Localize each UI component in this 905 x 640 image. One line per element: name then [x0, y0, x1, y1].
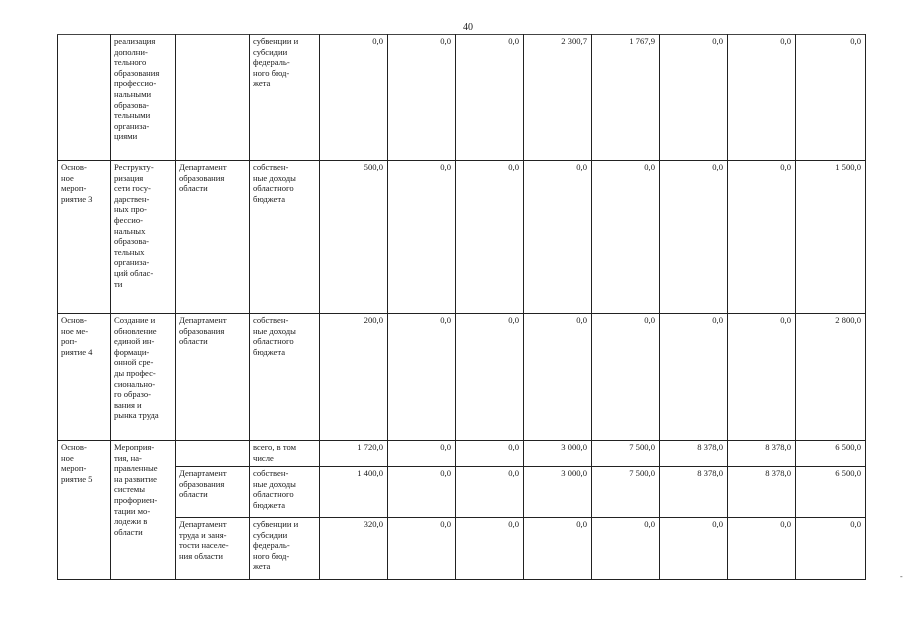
value-cell: 0,0 — [456, 441, 524, 467]
value-cell: 3 000,0 — [524, 467, 592, 518]
table-row — [58, 161, 866, 314]
value-cell: 1 400,0 — [320, 467, 388, 518]
value-cell: 2 300,7 — [524, 35, 592, 161]
table-row — [58, 35, 866, 161]
value-cell: 0,0 — [592, 518, 660, 580]
value-cell: 0,0 — [388, 441, 456, 467]
edge-mark: - — [900, 572, 903, 581]
table-row — [58, 441, 866, 467]
page-number: 40 — [463, 22, 473, 33]
value-cell: 500,0 — [320, 161, 388, 314]
value-cell: 0,0 — [660, 161, 728, 314]
value-cell: 0,0 — [456, 314, 524, 441]
executor-cell: Департамент образования области — [176, 161, 250, 314]
value-cell: 8 378,0 — [660, 441, 728, 467]
value-cell: 2 800,0 — [796, 314, 866, 441]
value-cell: 0,0 — [660, 314, 728, 441]
measure-cell: Основ- ное мероп- риятие 3 — [58, 161, 111, 314]
value-cell: 0,0 — [524, 314, 592, 441]
value-cell: 0,0 — [796, 35, 866, 161]
value-cell: 0,0 — [728, 161, 796, 314]
executor-cell: Департамент образования области — [176, 467, 250, 518]
executor-cell: Департамент труда и заня- тости населе- ния области — [176, 518, 250, 580]
value-cell: 0,0 — [592, 161, 660, 314]
measure-cell — [58, 35, 111, 161]
value-cell: 320,0 — [320, 518, 388, 580]
value-cell: 1 720,0 — [320, 441, 388, 467]
value-cell: 8 378,0 — [728, 441, 796, 467]
value-cell: 0,0 — [388, 35, 456, 161]
value-cell: 8 378,0 — [728, 467, 796, 518]
source-cell: собствен- ные доходы областного бюджета — [250, 161, 320, 314]
value-cell: 0,0 — [660, 35, 728, 161]
executor-cell — [176, 441, 250, 467]
value-cell: 1 500,0 — [796, 161, 866, 314]
value-cell: 0,0 — [660, 518, 728, 580]
budget-table — [57, 34, 866, 580]
source-cell: субвенции и субсидии федераль- ного бюд- жета — [250, 35, 320, 161]
value-cell: 0,0 — [456, 467, 524, 518]
value-cell: 0,0 — [388, 467, 456, 518]
value-cell: 6 500,0 — [796, 441, 866, 467]
name-cell: реализация дополни- тельного образования профессио- нальными образова- тельными организа- циями — [111, 35, 176, 161]
value-cell: 1 767,9 — [592, 35, 660, 161]
value-cell: 200,0 — [320, 314, 388, 441]
value-cell: 0,0 — [388, 518, 456, 580]
source-cell: собствен- ные доходы областного бюджета — [250, 467, 320, 518]
value-cell: 7 500,0 — [592, 467, 660, 518]
value-cell: 6 500,0 — [796, 467, 866, 518]
value-cell: 0,0 — [592, 314, 660, 441]
value-cell: 8 378,0 — [660, 467, 728, 518]
table-row — [58, 314, 866, 441]
table-row — [58, 518, 866, 580]
value-cell: 0,0 — [320, 35, 388, 161]
value-cell: 0,0 — [524, 161, 592, 314]
source-cell: собствен- ные доходы областного бюджета — [250, 314, 320, 441]
executor-cell: Департамент образования области — [176, 314, 250, 441]
value-cell: 0,0 — [456, 161, 524, 314]
value-cell: 0,0 — [728, 314, 796, 441]
value-cell: 0,0 — [388, 314, 456, 441]
value-cell: 0,0 — [456, 35, 524, 161]
value-cell: 0,0 — [796, 518, 866, 580]
value-cell: 0,0 — [728, 35, 796, 161]
executor-cell — [176, 35, 250, 161]
value-cell: 0,0 — [524, 518, 592, 580]
source-cell: субвенции и субсидии федераль- ного бюд- жета — [250, 518, 320, 580]
name-cell: Мероприя- тия, на- правленные на развитие системы профориен- тации мо- лодежи в области — [111, 441, 176, 580]
value-cell: 0,0 — [728, 518, 796, 580]
name-cell: Создание и обновление единой ин- формаци- онной сре- ды профес- сионально- го образо- вания и рынка труда — [111, 314, 176, 441]
value-cell: 3 000,0 — [524, 441, 592, 467]
measure-cell: Основ- ное мероп- риятие 5 — [58, 441, 111, 580]
value-cell: 7 500,0 — [592, 441, 660, 467]
measure-cell: Основ- ное ме- роп- риятие 4 — [58, 314, 111, 441]
table-row — [58, 467, 866, 518]
value-cell: 0,0 — [456, 518, 524, 580]
source-cell: всего, в том числе — [250, 441, 320, 467]
value-cell: 0,0 — [388, 161, 456, 314]
name-cell: Реструкту- ризация сети госу- дарствен- ных про- фессио- нальных образова- тельных организа- ций облас- ти — [111, 161, 176, 314]
